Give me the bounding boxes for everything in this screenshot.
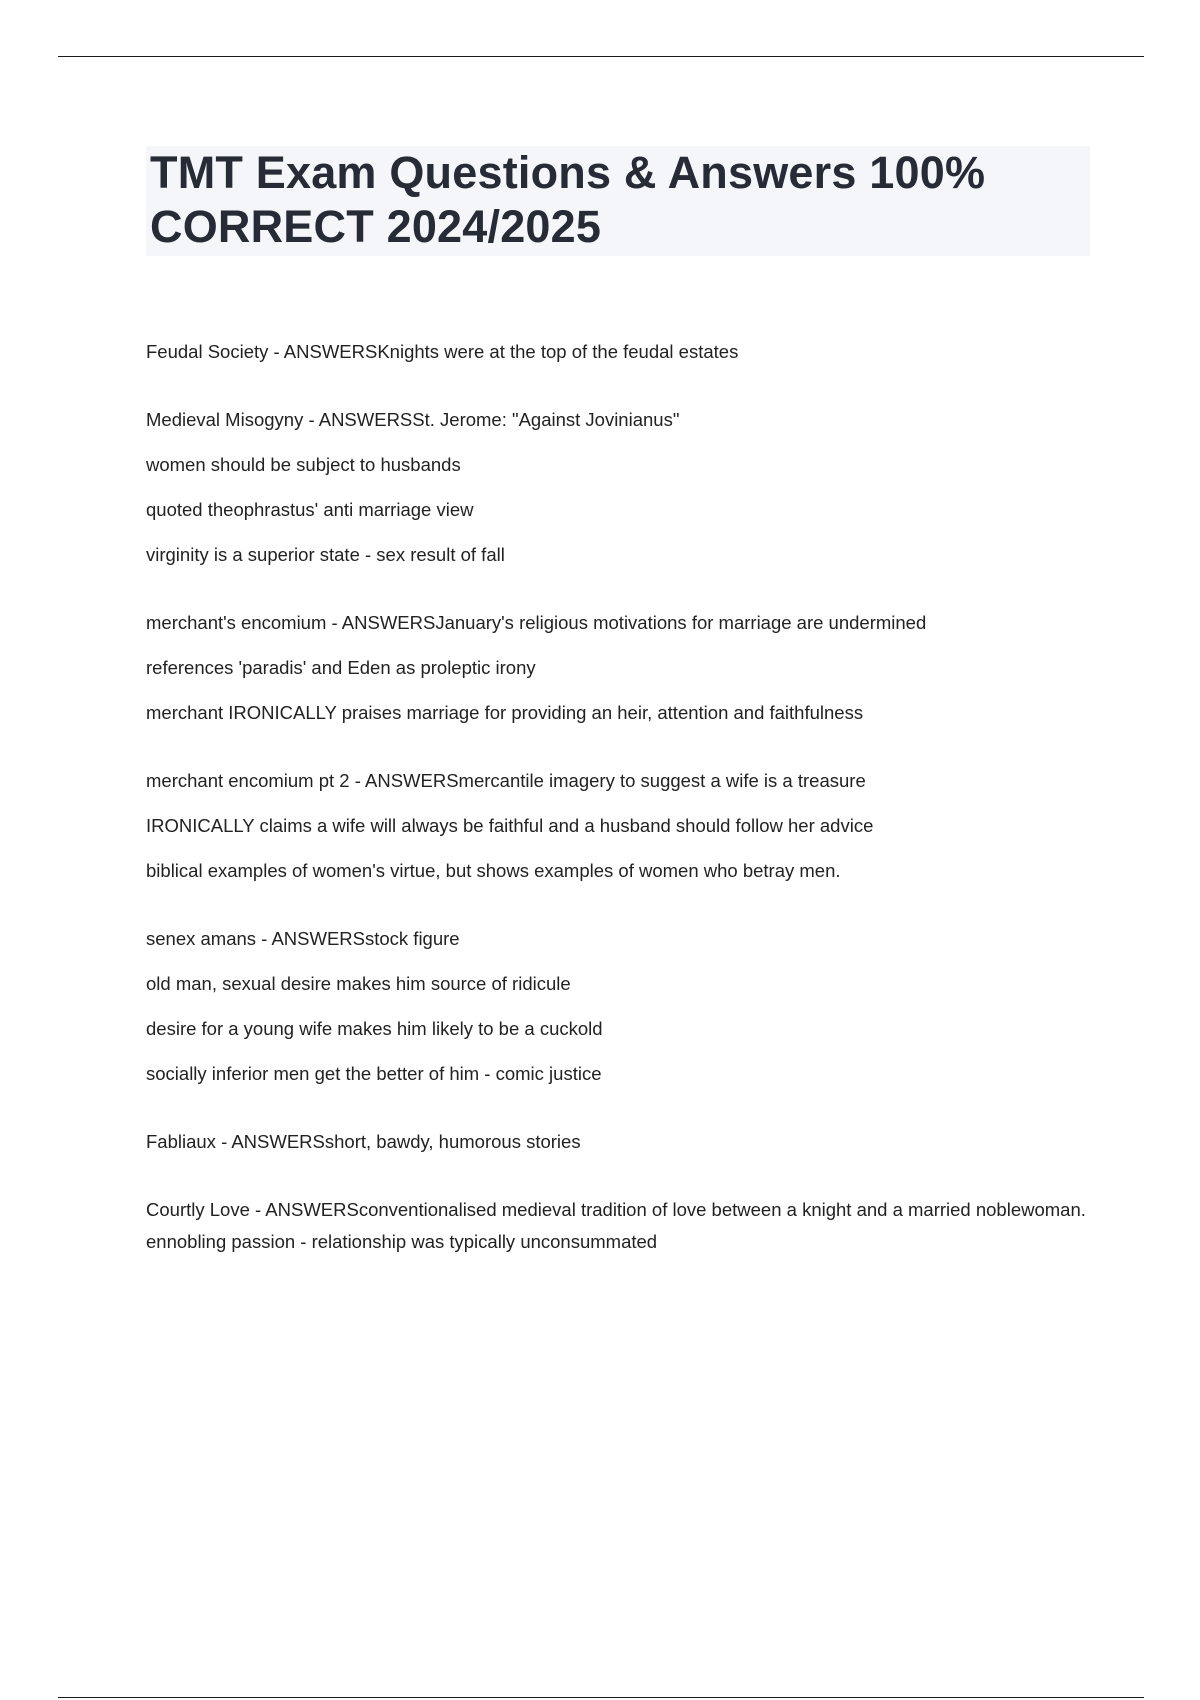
qa-list — [146, 340, 1086, 1298]
qa-entry — [146, 1130, 1086, 1153]
qa-line: merchant IRONICALLY praises marriage for providing an heir, attention and faithfulness — [146, 702, 864, 723]
qa-line: merchant encomium pt 2 - ANSWERSmercantile imagery to suggest a wife is a treasure — [146, 770, 866, 791]
qa-line: Courtly Love - ANSWERSconventionalised medieval tradition of love between a knight and a married noblewoman. — [146, 1199, 1086, 1220]
qa-line: desire for a young wife makes him likely to be a cuckold — [146, 1018, 603, 1039]
qa-entry — [146, 340, 1086, 363]
qa-entry — [146, 769, 1086, 882]
qa-line: quoted theophrastus' anti marriage view — [146, 499, 474, 520]
qa-line: senex amans - ANSWERSstock figure — [146, 928, 460, 949]
page-title: TMT Exam Questions & Answers 100% CORRECT 2024/2025 — [150, 147, 986, 252]
qa-entry — [146, 927, 1086, 1085]
footer-rule — [58, 1697, 1144, 1698]
qa-line: Fabliaux - ANSWERSshort, bawdy, humorous stories — [146, 1131, 581, 1152]
qa-line: virginity is a superior state - sex result of fall — [146, 544, 505, 565]
qa-line: IRONICALLY claims a wife will always be faithful and a husband should follow her advice — [146, 815, 874, 836]
qa-entry — [146, 1198, 1086, 1253]
qa-line: merchant's encomium - ANSWERSJanuary's religious motivations for marriage are undermined — [146, 612, 927, 633]
qa-entry — [146, 611, 1086, 724]
qa-line: Feudal Society - ANSWERSKnights were at the top of the feudal estates — [146, 341, 739, 362]
qa-line: old man, sexual desire makes him source of ridicule — [146, 973, 571, 994]
qa-line: references 'paradis' and Eden as proleptic irony — [146, 657, 536, 678]
qa-line: Medieval Misogyny - ANSWERSSt. Jerome: "Against Jovinianus" — [146, 409, 680, 430]
qa-line: biblical examples of women's virtue, but shows examples of women who betray men. — [146, 860, 841, 881]
qa-line: women should be subject to husbands — [146, 454, 461, 475]
qa-line: socially inferior men get the better of him - comic justice — [146, 1063, 602, 1084]
qa-entry — [146, 408, 1086, 566]
title-block — [146, 146, 1090, 256]
qa-line: ennobling passion - relationship was typically unconsummated — [146, 1231, 658, 1252]
header-rule — [58, 56, 1144, 57]
